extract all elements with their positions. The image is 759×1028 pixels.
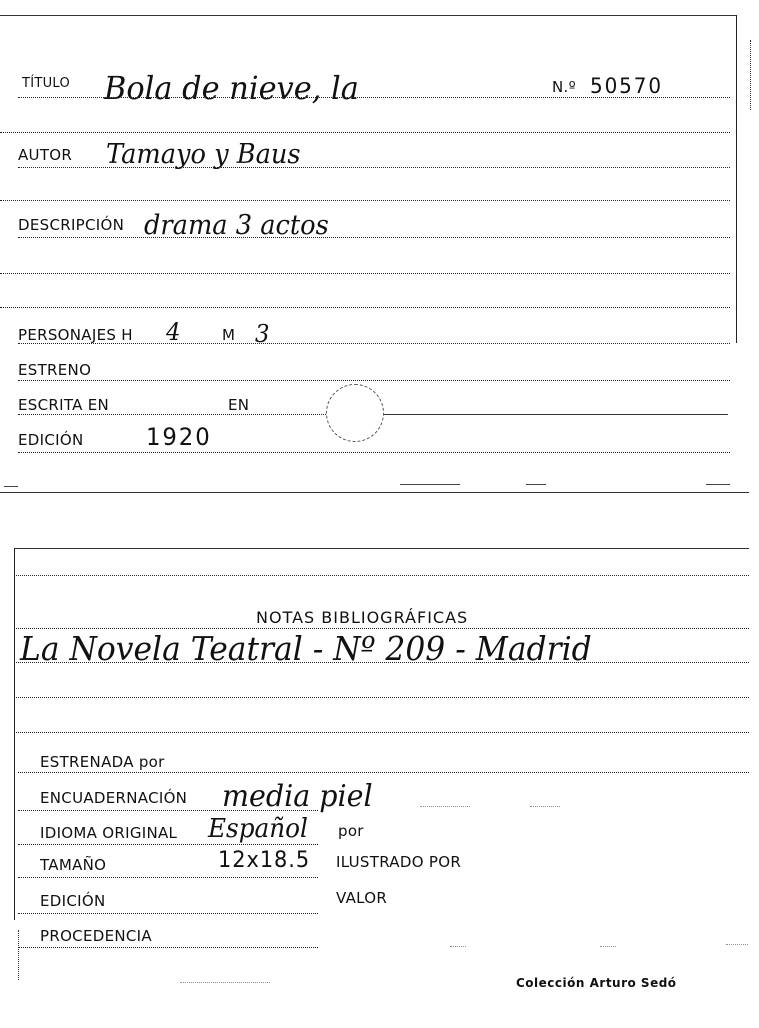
estreno-line <box>18 380 730 381</box>
valor-label: VALOR <box>336 889 388 907</box>
faint-dots <box>600 946 616 947</box>
idioma-value: Español <box>208 814 308 844</box>
encuadernacion-value: media piel <box>222 779 373 814</box>
ruled-line-3 <box>0 273 730 274</box>
tamano-line <box>18 877 318 878</box>
notas-value: La Novela Teatral - Nº 209 - Madrid <box>20 629 592 668</box>
ruled-line-2 <box>0 200 730 201</box>
card-top-right-edge <box>736 15 737 343</box>
autor-line <box>18 167 730 168</box>
edicion-top-line <box>18 452 730 453</box>
card-separator <box>0 492 749 493</box>
escrita-en-line <box>18 414 328 415</box>
tamano-value: 12x18.5 <box>218 848 311 873</box>
edicion-top-label: EDICIÓN <box>18 431 84 449</box>
escrita-en-second-label: EN <box>228 396 250 414</box>
titulo-label: TÍTULO <box>22 76 71 91</box>
procedencia-label: PROCEDENCIA <box>40 927 152 945</box>
idioma-por-label: por <box>338 822 364 840</box>
escrita-en-label: ESCRITA EN <box>18 396 110 414</box>
ruled-line-6 <box>14 662 749 663</box>
ruled-line-7 <box>14 697 749 698</box>
estrenada-label: ESTRENADA por <box>40 753 165 771</box>
faint-dots <box>450 946 466 947</box>
encuadernacion-line <box>18 810 318 811</box>
personajes-m-label: M <box>222 326 236 344</box>
ilustrado-label: ILUSTRADO POR <box>336 853 462 871</box>
autor-label: AUTOR <box>18 146 73 164</box>
estrenada-line <box>18 772 749 773</box>
descripcion-value: drama 3 actos <box>144 210 329 241</box>
escrita-en-line-right <box>384 414 728 415</box>
personajes-line <box>18 343 730 344</box>
estreno-label: ESTRENO <box>18 361 92 379</box>
card-bottom-left-edge <box>14 548 15 920</box>
descripcion-line <box>18 237 730 238</box>
card-bottom-border <box>14 548 749 549</box>
titulo-line <box>18 97 730 98</box>
encuadernacion-label: ENCUADERNACIÓN <box>40 789 188 807</box>
titulo-value: Bola de nieve, la <box>104 69 359 107</box>
edicion-bottom-line <box>18 913 318 914</box>
numero-label: N.º <box>552 78 576 96</box>
ruled-line-1 <box>0 132 730 133</box>
idioma-label: IDIOMA ORIGINAL <box>40 824 178 842</box>
card-right-margin-top <box>750 40 751 110</box>
faint-dots <box>420 806 470 807</box>
card-top-border <box>0 15 737 16</box>
punch-hole <box>326 384 384 442</box>
faint-dots <box>726 944 748 945</box>
coleccion-footer: Colección Arturo Sedó <box>516 976 677 990</box>
tamano-label: TAMAÑO <box>40 856 107 874</box>
personajes-h-value: 4 <box>166 318 181 346</box>
card-bottom-left-dots <box>18 930 19 980</box>
faint-dots <box>180 982 270 983</box>
descripcion-label: DESCRIPCIÓN <box>18 216 125 234</box>
ruled-line-5 <box>14 575 749 576</box>
procedencia-line <box>18 947 318 948</box>
scan-mark <box>400 484 460 485</box>
personajes-m-value: 3 <box>255 320 270 348</box>
personajes-label: PERSONAJES H <box>18 326 133 344</box>
scan-mark <box>4 486 18 487</box>
edicion-top-value: 1920 <box>146 423 212 451</box>
autor-value: Tamayo y Baus <box>106 139 301 170</box>
edicion-bottom-label: EDICIÓN <box>40 892 106 910</box>
numero-value: 50570 <box>590 74 663 98</box>
notas-title: NOTAS BIBLIOGRÁFICAS <box>256 608 469 627</box>
ruled-line-4 <box>0 307 730 308</box>
ruled-line-8 <box>14 732 749 733</box>
scan-mark <box>526 484 546 485</box>
idioma-line <box>18 844 318 845</box>
faint-dots <box>530 806 560 807</box>
scan-mark <box>706 484 730 485</box>
